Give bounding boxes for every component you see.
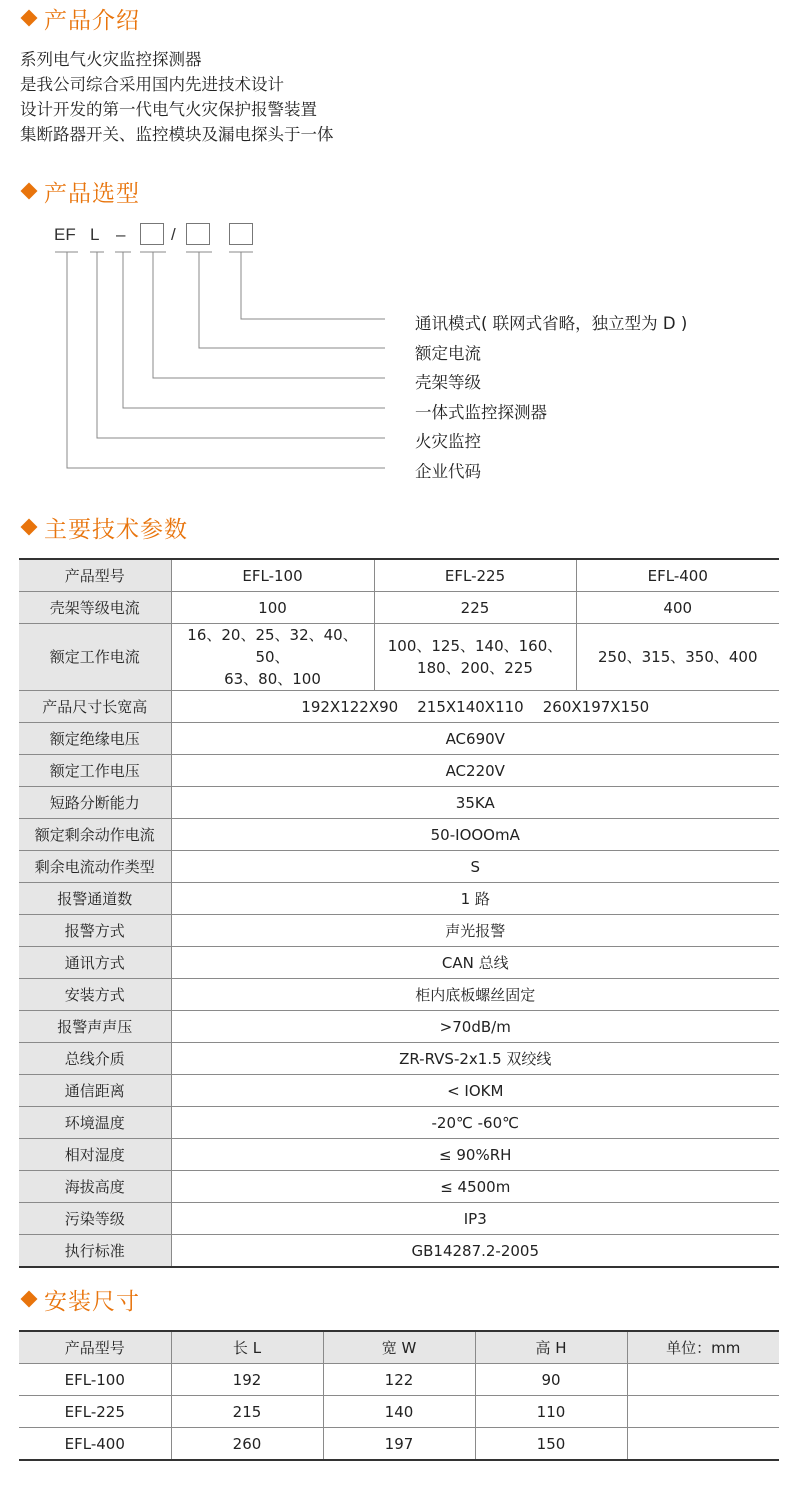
section-title: 主要技术参数 (44, 516, 188, 543)
table-row (19, 787, 779, 819)
table-row (19, 1011, 779, 1043)
code-slash: / (171, 225, 176, 244)
code-part-ef: EF (54, 225, 76, 244)
row-label: 产品尺寸长宽高 (19, 691, 171, 723)
table-row (19, 947, 779, 979)
row-label: 执行标准 (19, 1235, 171, 1268)
code-desc-detector: 一体式监控探测器 (415, 403, 547, 422)
value-line: 63、80、100 (224, 670, 321, 688)
table-cell: EFL-400 (19, 1428, 171, 1461)
table-row (19, 915, 779, 947)
table-cell (627, 1428, 779, 1461)
table-row (19, 1171, 779, 1203)
table-cell: 192 (171, 1364, 323, 1396)
table-row (19, 1075, 779, 1107)
column-header: 长 L (171, 1331, 323, 1364)
model-cell: EFL-100 (171, 559, 374, 592)
row-label: 污染等级 (19, 1203, 171, 1235)
table-cell: 197 (323, 1428, 475, 1461)
value-cell: 声光报警 (171, 915, 779, 947)
table-cell: 122 (323, 1364, 475, 1396)
table-row (19, 1203, 779, 1235)
table-row (19, 559, 779, 592)
value-cell (171, 624, 374, 691)
value-cell: 400 (576, 592, 779, 624)
row-label: 通讯方式 (19, 947, 171, 979)
value-line: 100、125、140、160、 (387, 637, 563, 655)
row-label: 剩余电流动作类型 (19, 851, 171, 883)
table-row (19, 1139, 779, 1171)
row-label: 额定绝缘电压 (19, 723, 171, 755)
row-label: 环境温度 (19, 1107, 171, 1139)
code-desc-fire: 火灾监控 (415, 432, 481, 451)
row-label: 额定工作电压 (19, 755, 171, 787)
table-cell: EFL-225 (19, 1396, 171, 1428)
table-row (19, 883, 779, 915)
intro-line: 设计开发的第一代电气火灾保护报警装置 (20, 100, 317, 119)
table-row (19, 1428, 779, 1461)
row-label: 额定工作电流 (19, 624, 171, 691)
table-row (19, 723, 779, 755)
dimensions-table (19, 1330, 779, 1461)
table-row (19, 755, 779, 787)
section-heading-selection (20, 176, 140, 206)
table-row (19, 979, 779, 1011)
table-cell: 260 (171, 1428, 323, 1461)
value-cell: 35KA (171, 787, 779, 819)
value-cell: >70dB/m (171, 1011, 779, 1043)
diamond-icon (21, 519, 38, 536)
value-cell: 225 (374, 592, 576, 624)
section-heading-install (20, 1284, 140, 1314)
section-title: 安装尺寸 (44, 1288, 140, 1315)
table-row (19, 1364, 779, 1396)
row-label: 报警方式 (19, 915, 171, 947)
section-title: 产品介绍 (44, 7, 140, 34)
model-cell: EFL-400 (576, 559, 779, 592)
code-part-l: L (90, 225, 100, 244)
value-cell: 192X122X90 215X140X110 260X197X150 (171, 691, 779, 723)
table-header-row (19, 1331, 779, 1364)
table-row (19, 592, 779, 624)
diamond-icon (21, 10, 38, 27)
table-cell: 215 (171, 1396, 323, 1428)
value-cell: IP3 (171, 1203, 779, 1235)
column-header: 高 H (475, 1331, 627, 1364)
value-cell: 250、315、350、400 (576, 624, 779, 691)
intro-line: 是我公司综合采用国内先进技术设计 (20, 75, 284, 94)
value-cell: ≤ 90%RH (171, 1139, 779, 1171)
table-cell: 110 (475, 1396, 627, 1428)
value-cell (374, 624, 576, 691)
row-label: 总线介质 (19, 1043, 171, 1075)
table-cell: 150 (475, 1428, 627, 1461)
table-row (19, 624, 779, 691)
params-table (19, 558, 779, 1268)
section-heading-intro (20, 3, 140, 33)
intro-text (20, 47, 334, 147)
value-cell: AC220V (171, 755, 779, 787)
table-row (19, 691, 779, 723)
table-row (19, 819, 779, 851)
code-box-frame (140, 223, 164, 245)
value-cell: AC690V (171, 723, 779, 755)
row-label: 报警通道数 (19, 883, 171, 915)
value-cell: < IOKM (171, 1075, 779, 1107)
table-row (19, 1396, 779, 1428)
value-cell: -20℃ -60℃ (171, 1107, 779, 1139)
model-cell: EFL-225 (374, 559, 576, 592)
value-cell: 1 路 (171, 883, 779, 915)
diamond-icon (21, 183, 38, 200)
value-cell: GB14287.2-2005 (411, 1241, 540, 1260)
table-row (19, 1235, 779, 1268)
table-row (19, 1043, 779, 1075)
table-row (19, 851, 779, 883)
column-header: 宽 W (323, 1331, 475, 1364)
code-box-current (186, 223, 210, 245)
intro-line: 系列电气火灾监控探测器 (20, 50, 202, 69)
code-desc-mode: 通讯模式( 联网式省略，独立型为 D ) (415, 314, 688, 333)
code-desc-frame: 壳架等级 (415, 373, 481, 392)
value-line: 180、200、225 (417, 659, 533, 677)
table-cell (627, 1364, 779, 1396)
value-cell: S (171, 851, 779, 883)
value-cell: ZR-RVS-2x1.5 双绞线 (171, 1043, 779, 1075)
table-cell (627, 1396, 779, 1428)
intro-line: 集断路器开关、监控模块及漏电探头于一体 (20, 125, 334, 144)
row-label: 安装方式 (19, 979, 171, 1011)
diamond-icon (21, 1291, 38, 1308)
table-cell: 140 (323, 1396, 475, 1428)
row-label: 海拔高度 (19, 1171, 171, 1203)
value-line: 16、20、25、32、40、50、 (187, 626, 358, 666)
code-desc-company: 企业代码 (415, 462, 481, 481)
row-label: 额定剩余动作电流 (19, 819, 171, 851)
row-label: 短路分断能力 (19, 787, 171, 819)
column-header: 产品型号 (19, 1331, 171, 1364)
code-box-mode (229, 223, 253, 245)
row-label: 相对湿度 (19, 1139, 171, 1171)
row-label: 通信距离 (19, 1075, 171, 1107)
table-row (19, 1107, 779, 1139)
value-cell: 柜内底板螺丝固定 (171, 979, 779, 1011)
value-cell: 100 (171, 592, 374, 624)
value-cell: ≤ 4500m (171, 1171, 779, 1203)
row-label: 壳架等级电流 (19, 592, 171, 624)
section-title: 产品选型 (44, 180, 140, 207)
row-label: 产品型号 (19, 559, 171, 592)
value-cell: 50-IOOOmA (171, 819, 779, 851)
table-cell: EFL-100 (19, 1364, 171, 1396)
column-header: 单位：mm (627, 1331, 779, 1364)
row-label: 报警声声压 (19, 1011, 171, 1043)
table-cell: 90 (475, 1364, 627, 1396)
value-cell: CAN 总线 (171, 947, 779, 979)
code-desc-current: 额定电流 (415, 344, 481, 363)
code-dash: – (116, 225, 126, 244)
section-heading-params (20, 512, 188, 542)
